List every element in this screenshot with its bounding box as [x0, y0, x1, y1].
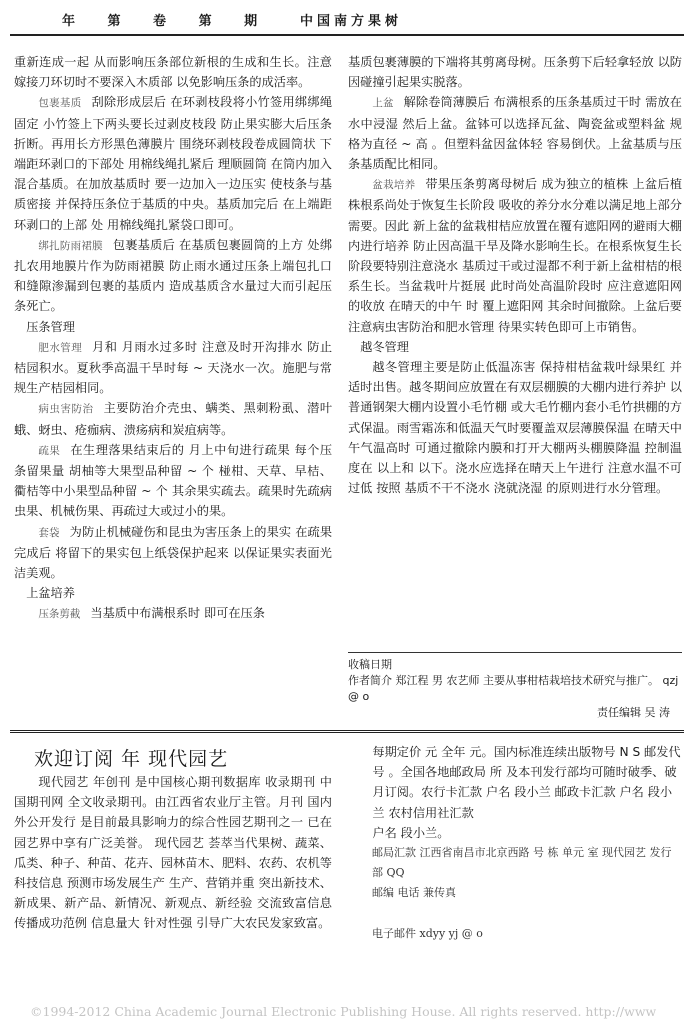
paragraph — [14, 235, 332, 317]
editor-credit: 责任编辑 吴 涛 — [597, 706, 670, 719]
paragraph — [14, 522, 332, 584]
subscription-ad-details — [348, 742, 682, 944]
paragraph-text: 基质包裹薄膜的下端将其剪离母树。压条剪下后轻拿轻放 以防因碰撞引起果实脱落。 — [348, 55, 682, 90]
section-keyword: 套袋 — [38, 526, 60, 539]
ad-detail-line: 邮局汇款 江西省南昌市北京西路 号 栋 单元 室 现代园艺 发行部 QQ — [372, 846, 672, 880]
received-date: 收稿日期 — [348, 658, 392, 671]
paragraph-text: 上盆培养 — [26, 586, 75, 601]
ad-paragraph: 现代园艺 年创刊 是中国核心期刊数据库 收录期刊 中国期刊网 全文收录期刊。由江西省农业厅主管。月刊 国内外公开发行 是目前最具影响力的综合性园艺期刊之一 已在园艺界中享有广泛美誉。 现代园艺 荟萃当代果树、蔬菜、瓜类、种子、种苗、花卉、园林苗木、肥料、农药、农机等科技信息 预测市场发展生产 生产、营销并重 突出新技术、新成果、新产品、新情况、新观点、新经验 交流致富信息 传播成功范例 信息量大 针对性强 引导广大农民发家致富。 — [14, 775, 332, 931]
section-keyword: 肥水管理 — [38, 341, 83, 354]
paragraph — [14, 440, 332, 522]
paragraph — [14, 337, 332, 399]
article-notes — [348, 652, 682, 721]
paragraph-text: 带果压条剪离母树后 成为独立的植株 上盆后植株根系尚处于恢复生长阶段 吸收的养分水分难以满足地上部分需要。因此 新上盆的盆栽柑桔应放置在覆有遮阳网的避雨大棚内进行培养 防止因高温干旱及降水影响生长。在根系恢复生长阶段要特别注意浇水 基质过干或过湿都不利于新上盆柑桔的根系生长。当盆栽叶片挺展 此时尚处高温阶段时 应注意遮阳网的收放 在晴天的中午 时 覆上遮阳网 其余时间撤除。上盆后要注意病虫害防治和肥水管理 待果实转色即可上市销售。 — [348, 177, 683, 334]
paragraph-text: 为防止机械碰伤和昆虫为害压条上的果实 在疏果完成后 将留下的果实包上纸袋保护起来 以保证果实表面光洁美观。 — [14, 524, 333, 581]
paragraph-text: 当基质中布满根系时 即可在压条 — [90, 606, 265, 621]
paragraph — [14, 317, 332, 337]
paragraph — [348, 174, 682, 337]
paragraph-text: 压条管理 — [26, 319, 75, 334]
article-column-left — [14, 52, 332, 625]
ad-detail-line: 邮编 电话 兼传真 — [372, 886, 456, 900]
journal-title: 中国南方果树 — [300, 14, 403, 29]
issue-label: 年 第 卷 第 期 — [62, 14, 272, 29]
paragraph-text: 在生理落果结束后的 月上中旬进行疏果 每个压条留果量 胡柚等大果型品种留 ~ 个 椪柑、天草、早桔、衢桔等中小果型品种留 ~ 个 其余果实疏去。疏果时先疏病虫果、机械伤果、再疏过大或过小的果。 — [14, 442, 333, 519]
paragraph-text: 越冬管理 — [360, 339, 409, 354]
paragraph-text: 解除卷筒薄膜后 布满根系的压条基质过干时 需放在水中浸湿 然后上盆。盆钵可以选择瓦盆、陶瓷盆或塑料盆 规格为直径 ~ 高 。但塑料盆因盆体轻 容易倒伏。上盆基质与压条基质配比相同。 — [348, 95, 682, 172]
paragraph — [14, 603, 332, 624]
subscription-ad-title: 欢迎订阅 年 现代园艺 — [34, 748, 229, 770]
paragraph — [14, 92, 332, 234]
paragraph — [348, 357, 682, 498]
section-keyword: 盆栽培养 — [372, 179, 416, 192]
section-keyword: 病虫害防治 — [38, 403, 94, 416]
paragraph-text: 月和 月雨水过多时 注意及时开沟排水 防止桔园积水。夏秋季高温干旱时每 ~ 天浇水一次。施肥与常规生产桔园相同。 — [14, 339, 333, 396]
paragraph-text: 主要防治介壳虫、螨类、黑刺粉虱、潜叶蛾、蚜虫、疮痂病、溃疡病和炭疽病等。 — [14, 401, 333, 437]
section-keyword: 疏果 — [38, 444, 61, 457]
header-rule — [10, 34, 684, 36]
paragraph — [14, 398, 332, 439]
paragraph — [348, 92, 682, 174]
paragraph-text: 越冬管理主要是防止低温冻害 保持柑桔盆栽叶绿果红 并适时出售。越冬期间应放置在有双层棚膜的大棚内进行养护 以普通钢架大棚内设置小毛竹棚 或大毛竹棚内套小毛竹拱棚的方式保温。雨雪霜冻和低温天气时要覆盖双层薄膜保温 在晴天中午气温高时 可通过撤除内膜和打开大棚两头棚膜降温 控制温度在 以上和 以下。浇水应选择在晴天上午进行 注意水温不可过低 按照 基质不干不浇水 浇就浇湿 的原则进行水分管理。 — [348, 360, 682, 496]
page-header — [10, 8, 684, 32]
subscription-ad-body — [14, 772, 332, 934]
author-bio: 作者简介 郑江程 男 农艺师 主要从事柑桔栽培技术研究与推广。 qzj @ o — [348, 674, 679, 703]
paragraph — [14, 52, 332, 92]
copyright-footer: ©1994-2012 China Academic Journal Electronic Publishing House. All rights reserved. http://www — [30, 1004, 657, 1019]
paragraph — [348, 52, 682, 92]
paragraph — [348, 337, 682, 357]
section-keyword: 上盆 — [372, 97, 394, 110]
paragraph-text: 刮除形成层后 在环剥枝段将小竹签用绑绑绳固定 小竹签上下两头要长过剥皮枝段 防止果实膨大后压条折断。再用长方形黑色薄膜片 围绕环剥枝段卷成圆筒状 下端距环剥口的下部处 用棉线绳扎紧后 理顺圆筒 在筒内加入混合基质。在加放基质时 要一边加入一边压实 使枝条与基质密接 并保持压条位于基质的中央。基质加完后 在上端距环剥口的上部 处 用棉线绳扎紧袋口即可。 — [14, 95, 333, 232]
section-divider — [10, 730, 684, 733]
article-column-right — [348, 52, 682, 498]
paragraph — [14, 583, 332, 603]
section-keyword: 压条剪截 — [38, 608, 81, 621]
paragraph-text: 包裹基质后 在基质包裹圆筒的上方 处绑扎农用地膜片作为防雨裙膜 防止雨水通过压条上端包扎口和缝隙渗漏到包裹的基质内 造成基质含水量过大而引起压条死亡。 — [14, 237, 333, 314]
ad-detail-line — [348, 904, 682, 924]
section-keyword: 包裹基质 — [38, 97, 82, 110]
ad-detail-line: 每期定价 元 全年 元。国内标准连续出版物号 N S 邮发代号 。全国各地邮政局 所 及本刊发行部均可随时破季、破月订阅。农行卡汇款 户名 段小兰 邮政卡汇款 户名 段小兰 农村信用社汇款 — [372, 745, 681, 820]
section-keyword: 绑扎防雨裙膜 — [38, 239, 103, 252]
ad-detail-line: 户名 段小兰。 — [372, 825, 450, 840]
paragraph-text: 重新连成一起 从而影响压条部位新根的生成和生长。注意嫁接刀环切时不要深入木质部 以免影响压条的成活率。 — [14, 55, 332, 90]
ad-detail-line: 电子邮件 xdyy yj @ o — [372, 926, 483, 940]
